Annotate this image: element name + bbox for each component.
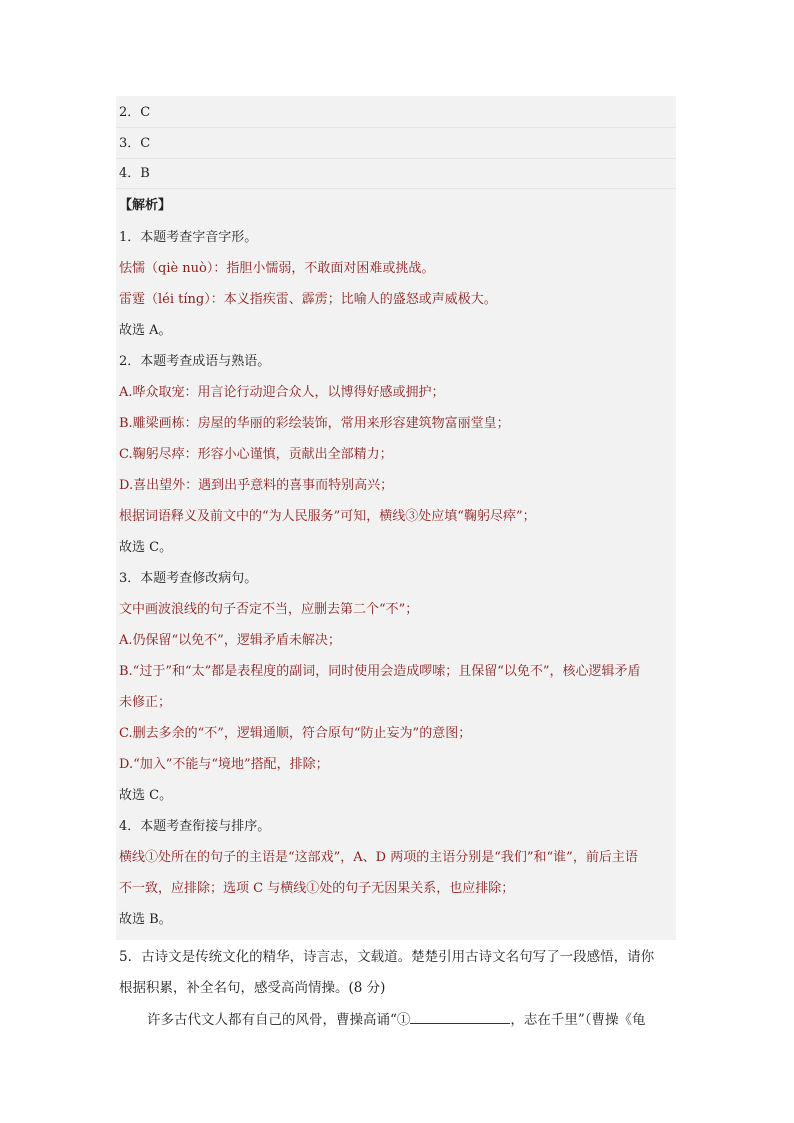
divider bbox=[116, 188, 676, 189]
divider bbox=[116, 127, 676, 128]
analysis-line: 故选 B。 bbox=[119, 912, 172, 927]
analysis-line: 1．本题考查字音字形。 bbox=[119, 230, 258, 245]
analysis-line: 根据词语释义及前文中的“为人民服务”可知，横线③处应填“鞠躬尽瘁”； bbox=[119, 509, 536, 524]
analysis-line: 故选 A。 bbox=[119, 323, 172, 338]
analysis-line: D.喜出望外：遇到出乎意料的喜事而特别高兴； bbox=[119, 478, 394, 493]
analysis-line: 2．本题考查成语与熟语。 bbox=[119, 354, 271, 369]
analysis-line: A.哗众取宠：用言论行动迎合众人，以博得好感或拥护； bbox=[119, 385, 445, 400]
analysis-line: 不一致，应排除；选项 C 与横线①处的句子无因果关系，也应排除； bbox=[119, 881, 515, 896]
answer-2: 2．C bbox=[119, 105, 151, 120]
analysis-line: C.删去多余的“不”，逻辑通顺，符合原句“防止妄为”的意图； bbox=[119, 726, 472, 741]
analysis-line: 怯懦（qiè nuò）：指胆小懦弱，不敢面对困难或挑战。 bbox=[119, 261, 435, 276]
analysis-line: 未修正； bbox=[119, 695, 172, 710]
analysis-line: 故选 C。 bbox=[119, 540, 173, 555]
analysis-line: C.鞠躬尽瘁：形容小心谨慎，贡献出全部精力； bbox=[119, 447, 393, 462]
question-5-line-1: 5．古诗文是传统文化的精华，诗言志，文载道。楚楚引用古诗文名句写了一段感悟，请你 bbox=[119, 949, 655, 965]
analysis-line: D.“加入”不能与“境地”搭配，排除； bbox=[119, 757, 329, 772]
analysis-header: 【解析】 bbox=[119, 198, 172, 213]
answer-3: 3．C bbox=[119, 136, 151, 151]
fill-blank-1[interactable] bbox=[410, 1011, 510, 1024]
question-5-line-3 bbox=[147, 1011, 646, 1028]
question-5-text-before-blank: 许多古代文人都有自己的风骨，曹操高诵“① bbox=[147, 1012, 411, 1028]
analysis-line: 文中画波浪线的句子否定不当，应删去第二个“不”； bbox=[119, 602, 419, 617]
analysis-line: B.雕梁画栋：房屋的华丽的彩绘装饰，常用来形容建筑物富丽堂皇； bbox=[119, 416, 510, 431]
analysis-line: 故选 C。 bbox=[119, 788, 173, 803]
question-5-text-after-blank: ，志在千里”（曹操《龟 bbox=[510, 1012, 646, 1028]
analysis-line: 4．本题考查衔接与排序。 bbox=[119, 819, 271, 834]
analysis-line: 横线①处所在的句子的主语是“这部戏”，A、D 两项的主语分别是“我们”和“谁”，前后主语 bbox=[119, 850, 638, 865]
question-5-line-2: 根据积累，补全名句，感受高尚情操。(8 分) bbox=[119, 980, 386, 996]
divider bbox=[116, 158, 676, 159]
answer-4: 4．B bbox=[119, 166, 150, 181]
analysis-line: A.仍保留“以免不”，逻辑矛盾未解决； bbox=[119, 633, 341, 648]
analysis-line: B.“过于”和“太”都是表程度的副词，同时使用会造成啰嗦；且保留“以免不”，核心逻辑矛盾 bbox=[119, 664, 641, 679]
analysis-line: 3．本题考查修改病句。 bbox=[119, 571, 258, 586]
analysis-line: 雷霆（léi tíng）：本义指疾雷、霹雳；比喻人的盛怒或声威极大。 bbox=[119, 292, 497, 307]
